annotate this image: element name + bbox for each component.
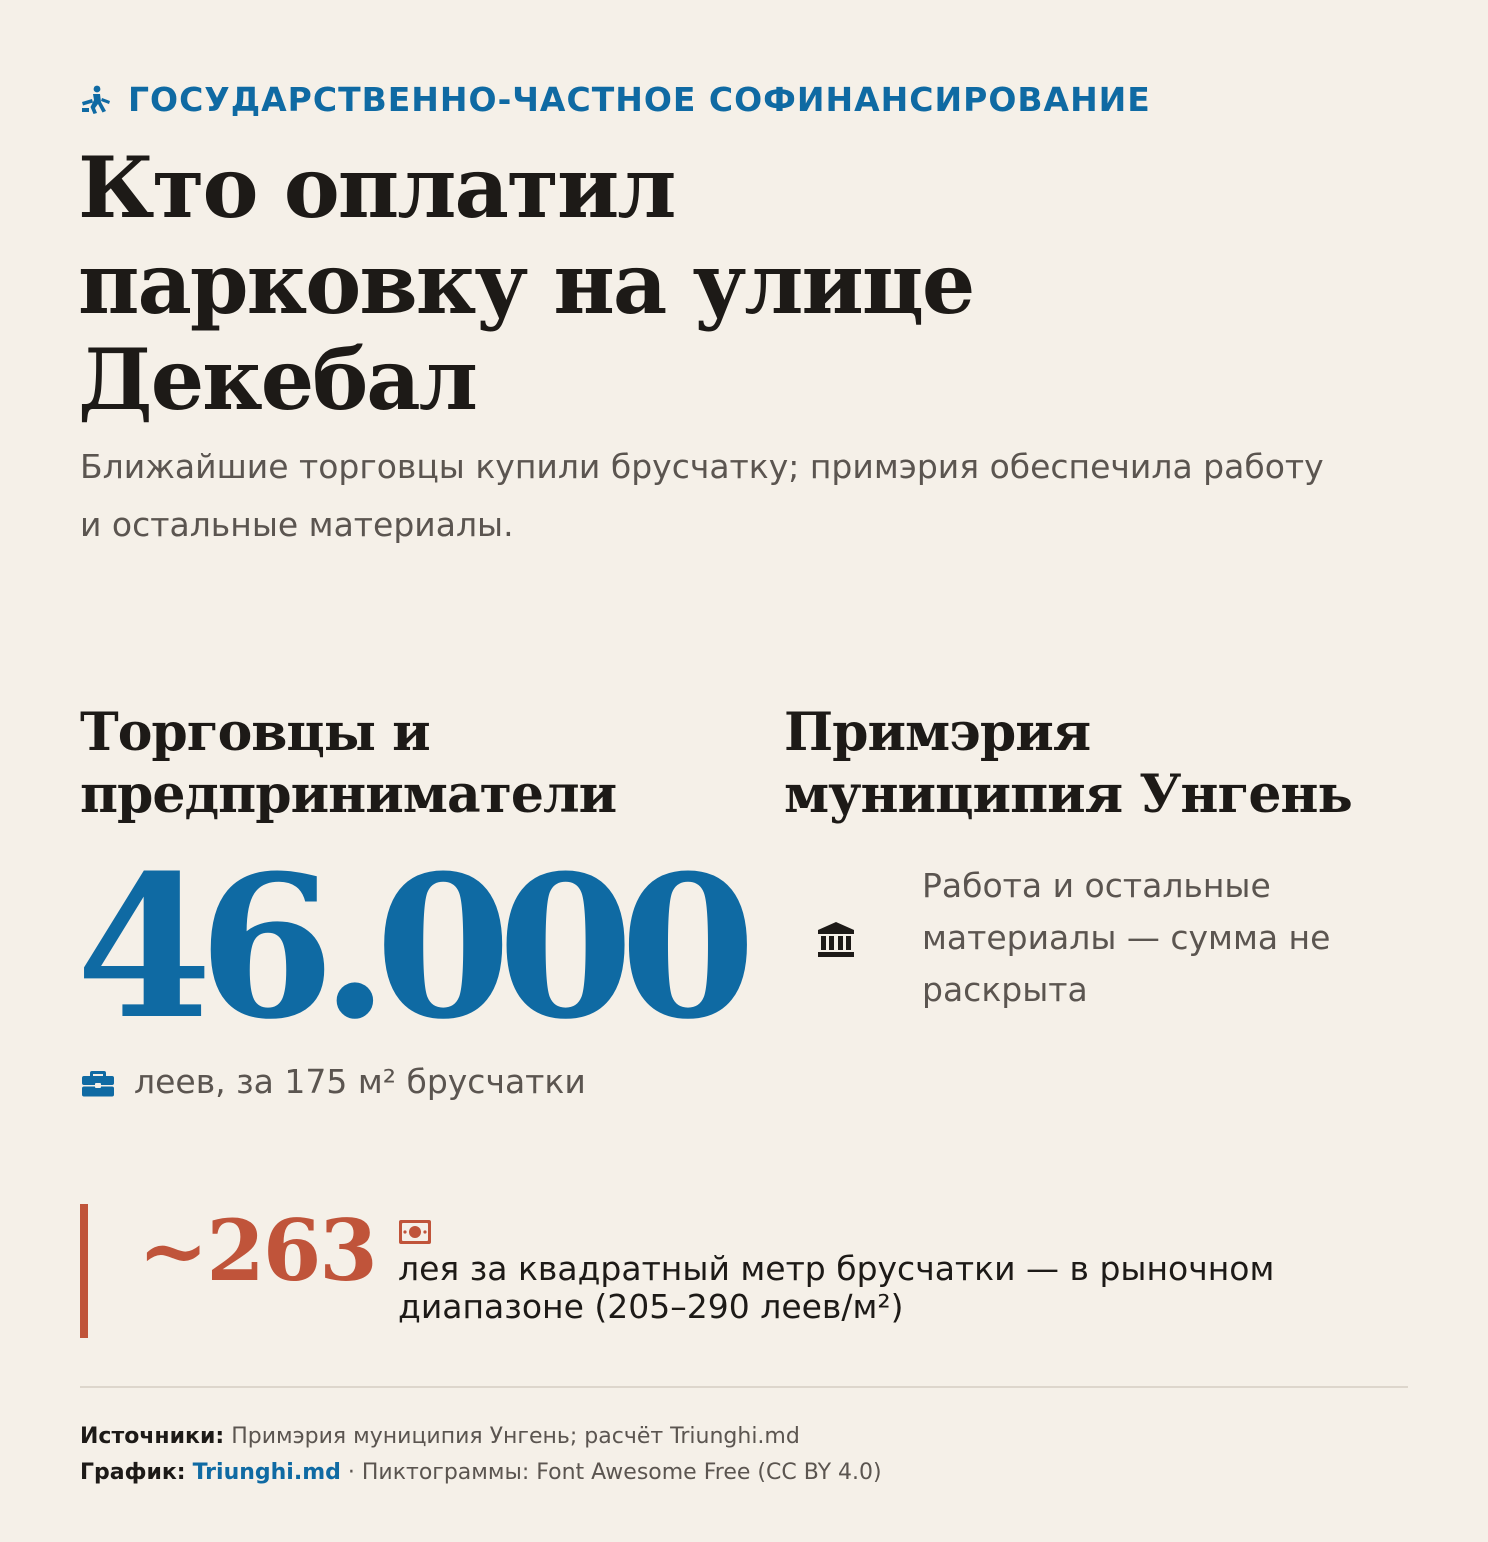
people-carry-icon	[80, 84, 112, 116]
sources-label: Источники:	[80, 1424, 225, 1449]
kicker-label: ГОСУДАРСТВЕННО-ЧАСТНОЕ СОФИНАНСИРОВАНИЕ	[128, 80, 1151, 119]
municipality-heading-line-1: Примэрия	[784, 702, 1091, 763]
graphic-label: График:	[80, 1460, 186, 1485]
graphic-credit-line	[80, 1458, 882, 1488]
graphic-link[interactable]: Triunghi.md	[192, 1460, 341, 1485]
callout-text-line-2: диапазоне (205–290 леев/м²)	[398, 1287, 904, 1326]
callout-text-line-1: лея за квадратный метр брусчатки — в рыночном	[398, 1249, 1275, 1288]
merchants-heading-line-2: предприниматели	[80, 764, 617, 825]
merchants-amount-note-text: леев, за 175 м² брусчатки	[134, 1062, 586, 1101]
graphic-credit-rest: · Пиктограммы: Font Awesome Free (CC BY 4.0)	[347, 1460, 882, 1485]
page-title	[78, 140, 1058, 428]
title-line-3: Декебал	[78, 330, 476, 429]
merchants-heading-line-1: Торговцы и	[80, 702, 430, 763]
sources-text: Примэрия муниципия Унгень; расчёт Triunghi.md	[231, 1424, 800, 1449]
callout-text	[398, 1250, 1398, 1326]
merchants-amount-note	[80, 1060, 586, 1104]
merchants-amount: 46.000	[76, 833, 743, 1063]
subtitle: Ближайшие торговцы купили брусчатку; примэрия обеспечила работу и остальные материалы.	[80, 447, 1324, 544]
title-line-2: парковку на улице	[78, 234, 974, 333]
municipality-note: Работа и остальные материалы — сумма не раскрыта	[922, 866, 1331, 1009]
callout-accent-bar	[80, 1204, 88, 1338]
briefcase-icon	[80, 1064, 116, 1100]
municipality-heading-line-2: муниципия Унгень	[784, 764, 1352, 825]
callout-value: ~263	[138, 1201, 376, 1300]
footer-divider	[80, 1386, 1408, 1388]
sources-line	[80, 1422, 800, 1452]
merchants-heading	[80, 702, 720, 826]
municipality-heading	[784, 702, 1424, 826]
title-line-1: Кто оплатил	[78, 138, 675, 237]
landmark-icon	[816, 920, 856, 960]
money-bill-icon	[398, 1218, 432, 1246]
kicker	[80, 80, 1151, 119]
